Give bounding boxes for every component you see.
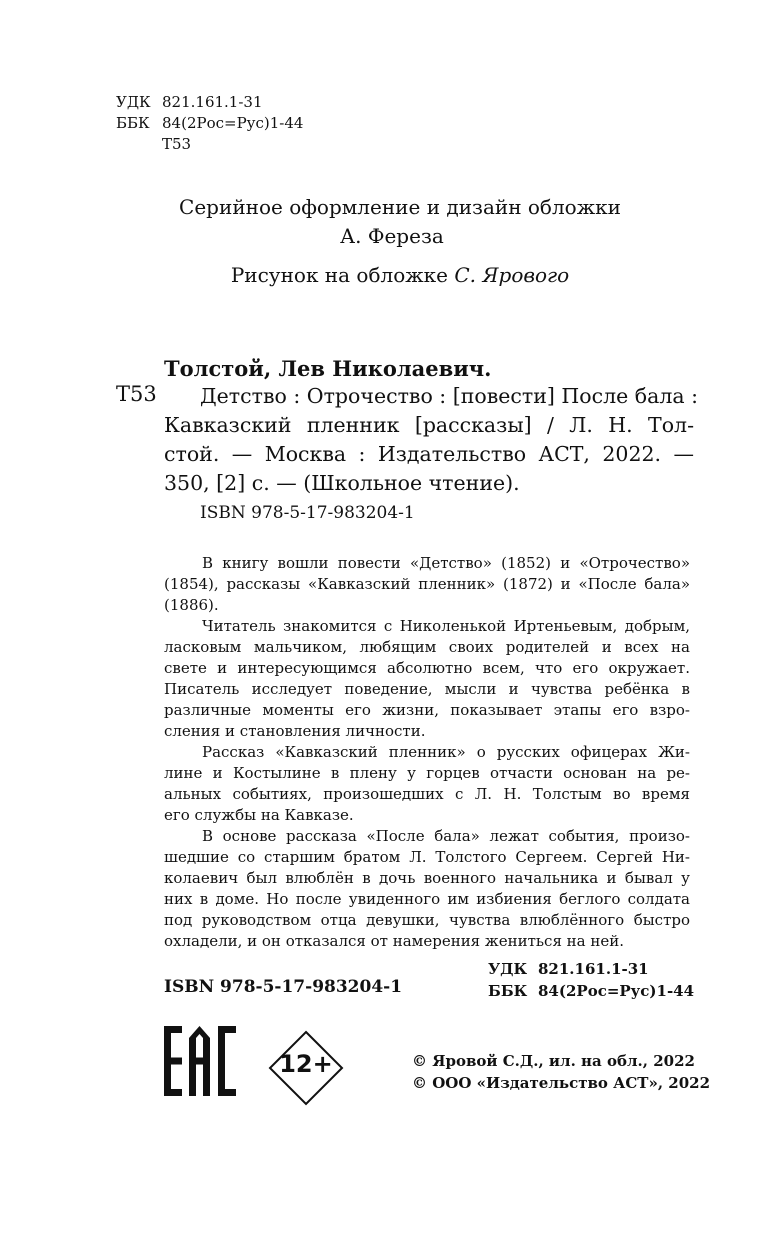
udk-label: УДК	[116, 93, 151, 111]
bib-line: Кавказский пленник [рассказы] / Л. Н. Тол-	[164, 413, 694, 437]
annotation-line: В основе рассказа «После бала» лежат события, произо-	[202, 827, 690, 845]
footer-bbk-value: 84(2Рос=Рус)1-44	[538, 982, 695, 1000]
footer-classification	[488, 958, 694, 1002]
bibliographic-description	[164, 382, 699, 498]
annotation-line: его службы на Кавказе.	[164, 806, 354, 824]
annotation-line: Читатель знакомится с Николенькой Иртеньевым, добрым,	[202, 617, 690, 635]
bib-author-code: Т53	[116, 382, 157, 406]
isbn-footer: ISBN 978-5-17-983204-1	[164, 977, 403, 997]
annotation-line: (1854), рассказы «Кавказский пленник» (1872) и «После бала»	[164, 575, 690, 593]
bib-line: 350, [2] с. — (Школьное чтение).	[164, 471, 520, 495]
cover-credit-name: С. Ярового	[454, 263, 570, 287]
design-credit-line: Серийное оформление и дизайн обложки	[179, 195, 621, 219]
annotation-line: них в доме. Но после увиденного им избиения беглого солдата	[164, 890, 690, 908]
annotation-line: Писатель исследует поведение, мысли и чувства ребёнка в	[164, 680, 690, 698]
annotation-line: свете и интересующимся абсолютно всем, что его окружает.	[164, 659, 690, 677]
annotation-line: охладели, и он отказался от намерения жениться на ней.	[164, 932, 625, 950]
classification-block	[116, 92, 303, 155]
isbn-bib: ISBN 978-5-17-983204-1	[200, 503, 415, 523]
annotation-line: колаевич был влюблён в дочь военного начальника и бывал у	[164, 869, 690, 887]
annotation-line: В книгу вошли повести «Детство» (1852) и «Отрочество»	[202, 554, 690, 572]
bib-line: Детство : Отрочество : [повести] После бала :	[200, 384, 699, 408]
cover-credit	[120, 263, 680, 287]
bbk-value: 84(2Рос=Рус)1-44	[162, 114, 304, 132]
design-credit-name: А. Фереза	[340, 224, 444, 248]
bib-line: стой. — Москва : Издательство АСТ, 2022. —	[164, 442, 694, 466]
annotation-line: альных событиях, произошедших с Л. Н. Толстым во время	[164, 785, 690, 803]
annotation-line: (1886).	[164, 596, 219, 614]
annotation-line: Рассказ «Кавказский пленник» о русских офицерах Жи-	[202, 743, 690, 761]
annotation-line: шедшие со старшим братом Л. Толстого Сергеем. Сергей Ни-	[164, 848, 690, 866]
udk-value: 821.161.1-31	[162, 93, 263, 111]
annotation-line: ласковым мальчиком, любящим своих родителей и всех на	[164, 638, 690, 656]
bbk-label: ББК	[116, 114, 150, 132]
copyright-illustrator: © Яровой С.Д., ил. на обл., 2022	[412, 1052, 695, 1070]
annotation-line: под руководством отца девушки, чувства влюблённого быстро	[164, 911, 690, 929]
annotation-line: различные моменты его жизни, показывает этапы его взро-	[164, 701, 690, 719]
author-heading: Толстой, Лев Николаевич.	[164, 356, 492, 381]
copyright-block	[412, 1050, 710, 1094]
age-rating-label: 12+	[279, 1050, 333, 1078]
eac-conformity-mark-icon	[164, 1026, 236, 1096]
footer-udk-label: УДК	[488, 960, 528, 978]
annotation-line: сления и становления личности.	[164, 722, 426, 740]
cover-credit-prefix: Рисунок на обложке	[230, 263, 448, 287]
footer-udk-value: 821.161.1-31	[538, 960, 649, 978]
author-code: Т53	[162, 135, 192, 153]
annotation	[164, 553, 690, 952]
copyright-publisher: © ООО «Издательство АСТ», 2022	[412, 1074, 711, 1092]
annotation-line: лине и Костылине в плену у горцев отчасти основан на ре-	[164, 764, 690, 782]
footer-bbk-label: ББК	[488, 982, 528, 1000]
